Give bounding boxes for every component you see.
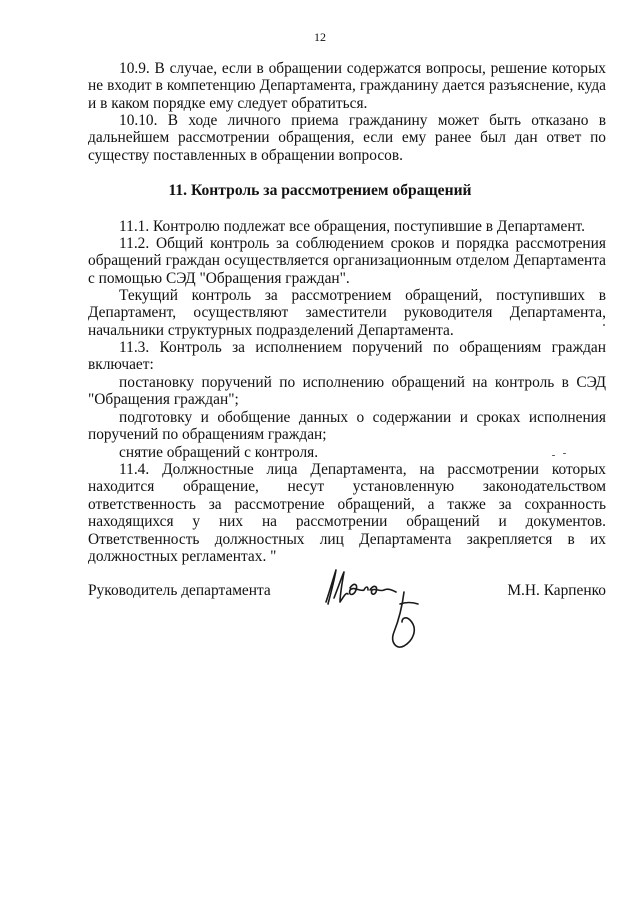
- paragraph-list-item-1: постановку поручений по исполнению обращений на контроль в СЭД "Обращения граждан";: [88, 374, 606, 409]
- paragraph-11-4: 11.4. Должностные лица Департамента, на рассмотрении которых находится обращение, несут установленную законодательством ответственность за рассмотрение обращений, а также за сохранность находящихся у них на рассмотрении обращений и документов. Ответственность должностных лиц Департамента закрепляется в их должностных регламентах. ": [88, 461, 606, 566]
- section-title: 11. Контроль за рассмотрением обращений: [168, 182, 472, 199]
- signatory-position: Руководитель департамента: [88, 582, 271, 599]
- paragraph-11-3: 11.3. Контроль за исполнением поручений по обращениям граждан включает:: [88, 339, 606, 374]
- scan-speck: [552, 455, 555, 456]
- paragraph-11-1: 11.1. Контролю подлежат все обращения, поступившие в Департамент.: [119, 218, 585, 235]
- scan-speck: [563, 453, 566, 454]
- scan-speck: [603, 324, 605, 326]
- paragraph-10-10: 10.10. В ходе личного приема гражданину может быть отказано в дальнейшем рассмотрении обращения, если ему ранее был дан ответ по существу поставленных в обращении вопросов.: [88, 112, 606, 164]
- paragraph-10-9: 10.9. В случае, если в обращении содержатся вопросы, решение которых не входит в компетенцию Департамента, гражданину дается разъяснение, куда и в каком порядке ему следует обратиться.: [88, 60, 606, 112]
- paragraph-list-item-3: снятие обращений с контроля.: [119, 444, 319, 461]
- paragraph-current-control: Текущий контроль за рассмотрением обращений, поступивших в Департамент, осуществляют заместители руководителя Департамента, начальники структурных подразделений Департамента.: [88, 287, 606, 339]
- signatory-name: М.Н. Карпенко: [507, 582, 606, 599]
- paragraph-list-item-2: подготовку и обобщение данных о содержании и сроках исполнения поручений по обращениям граждан;: [88, 409, 606, 444]
- page-number: 12: [314, 30, 326, 44]
- handwritten-signature: [318, 562, 438, 662]
- paragraph-11-2: 11.2. Общий контроль за соблюдением сроков и порядка рассмотрения обращений граждан осуществляется организационным отделом Департамента с помощью СЭД "Обращения граждан".: [88, 235, 606, 287]
